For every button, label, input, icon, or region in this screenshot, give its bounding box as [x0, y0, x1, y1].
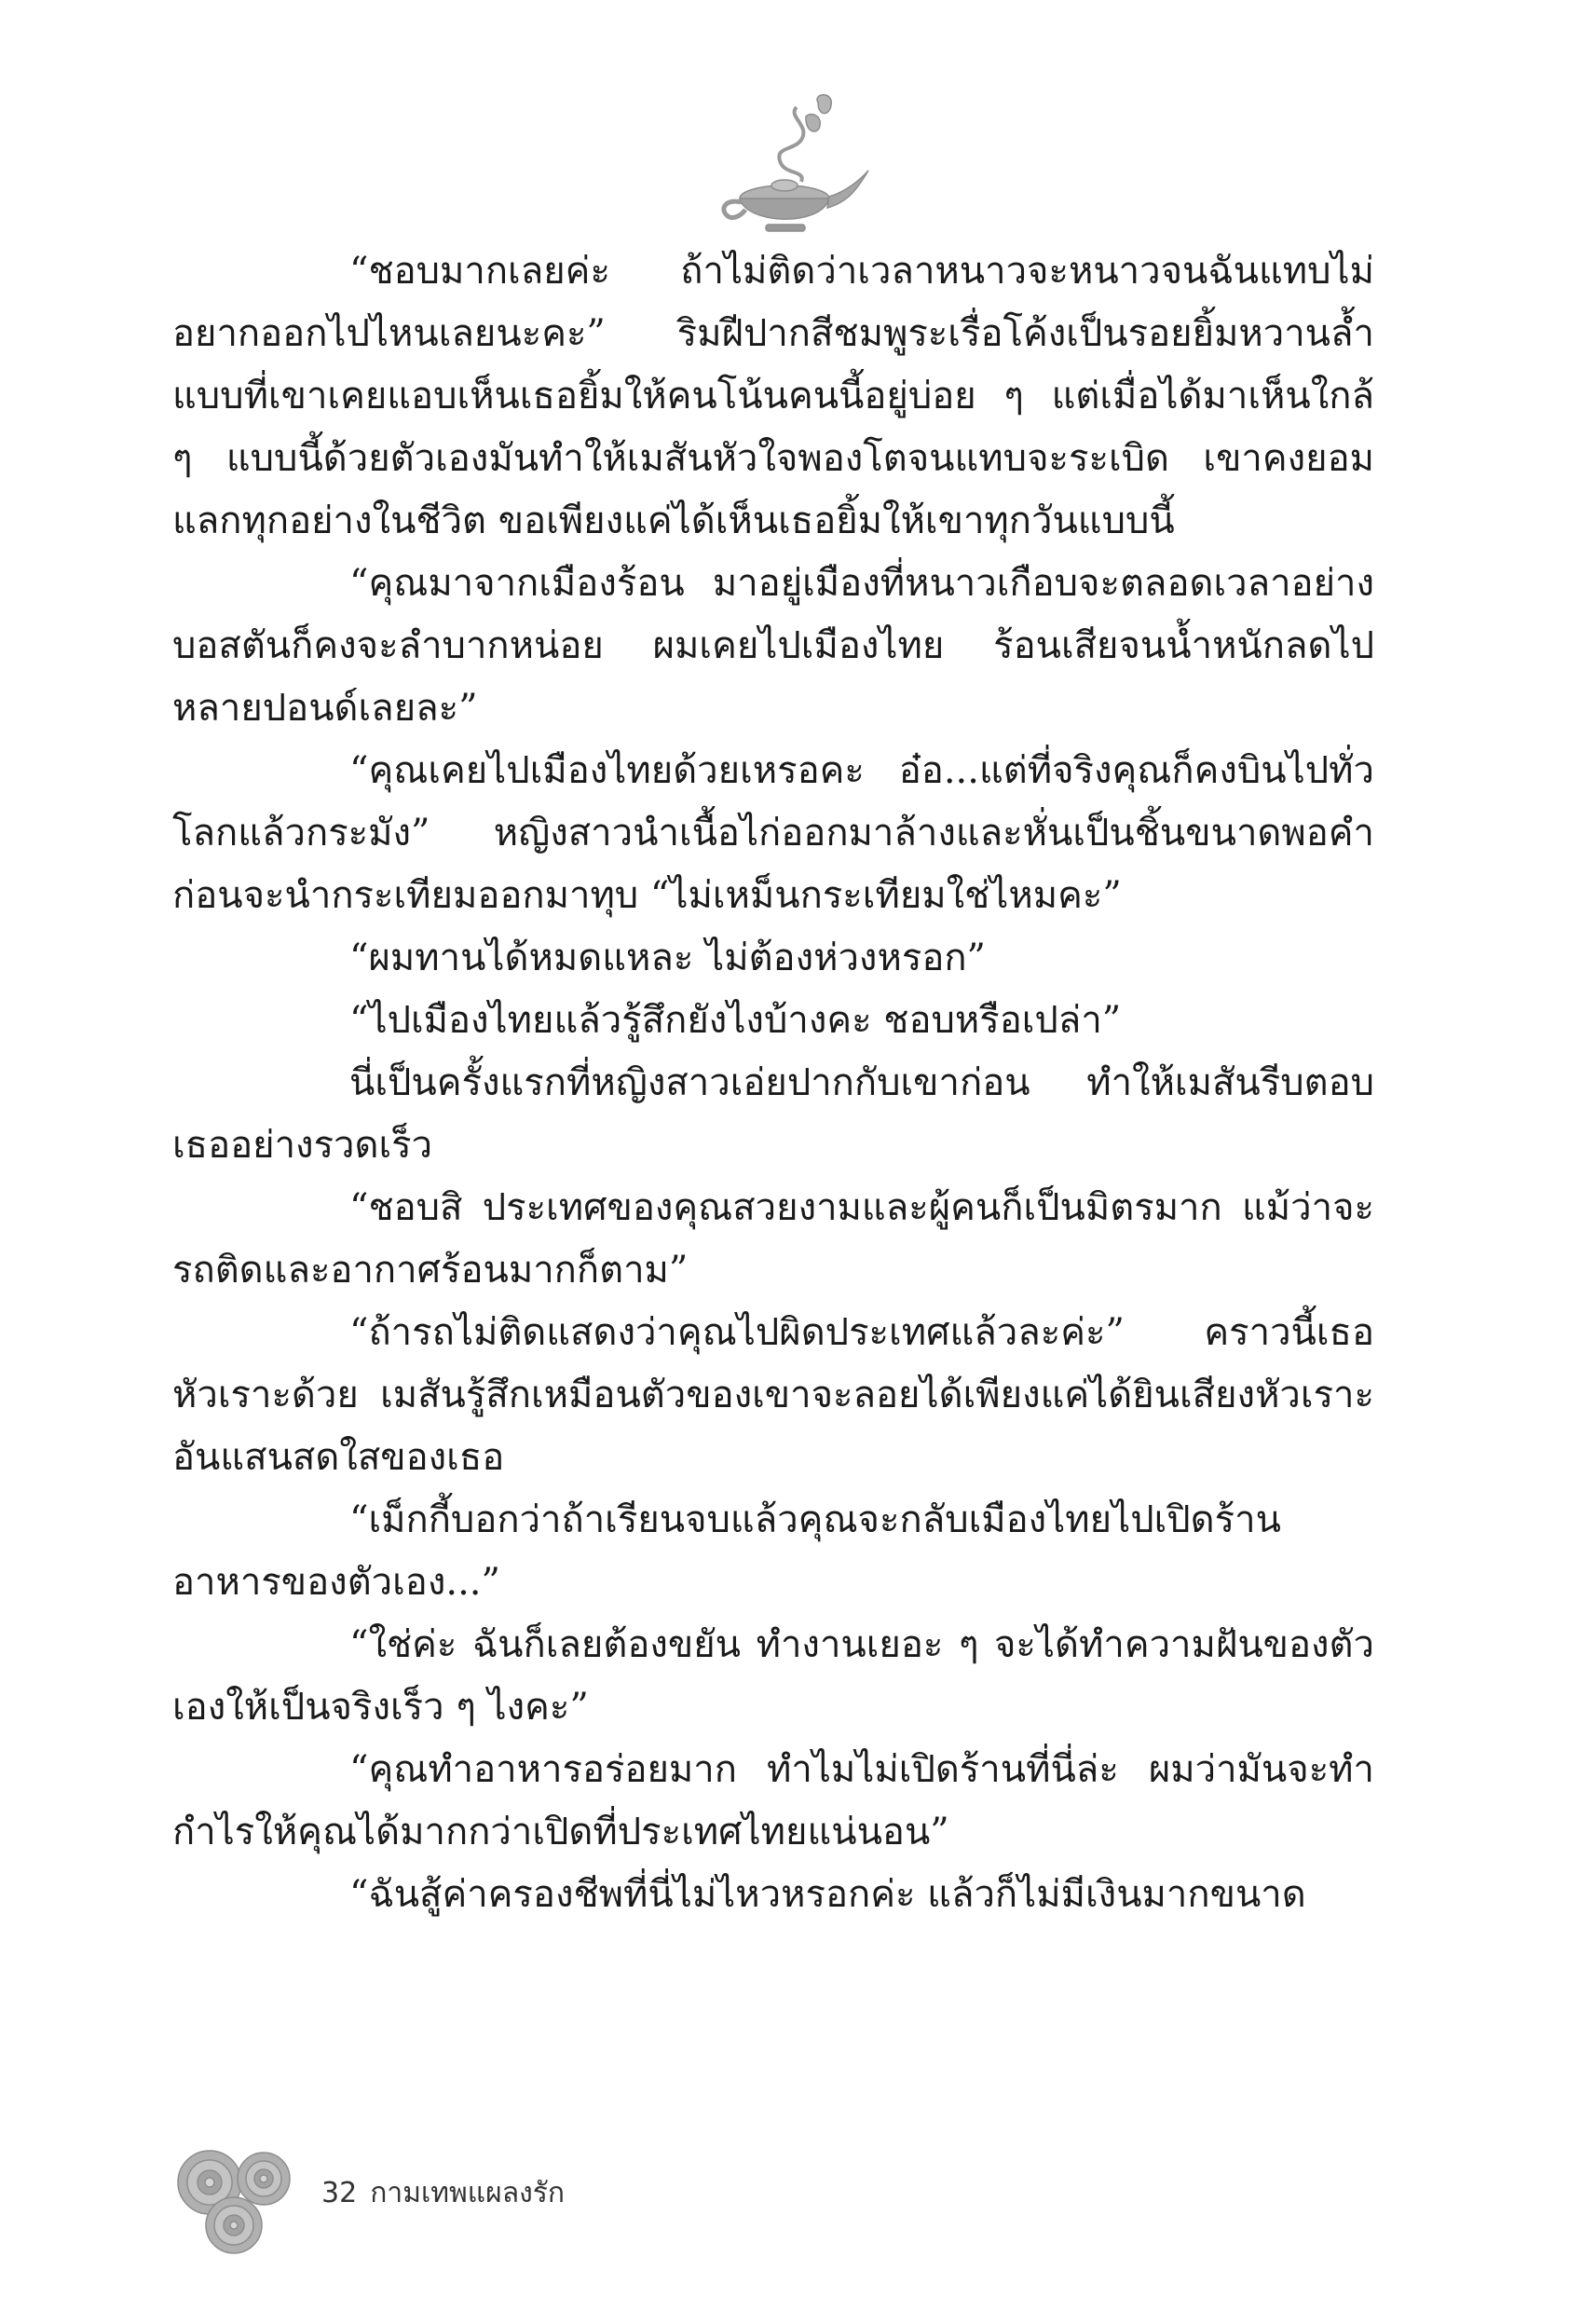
- paragraph: “ชอบมากเลยค่ะ ถ้าไม่ติดว่าเวลาหนาวจะหนาวจนฉันแทบไม่อยากออกไปไหนเลยนะคะ” ริมฝีปากสีชมพูระเรื่อโค้งเป็นรอยยิ้มหวานล้ำแบบที่เขาเคยแอบเห็นเธอยิ้มให้คนโน้นคนนี้อยู่บ่อย ๆ แต่เมื่อได้มาเห็นใกล้ ๆ แบบนี้ด้วยตัวเองมันทำให้เมสันหัวใจพองโตจนแทบจะระเบิด เขาคงยอมแลกทุกอย่างในชีวิต ขอเพียงแค่ได้เห็นเธอยิ้มให้เขาทุกวันแบบนี้: [172, 250, 1374, 542]
- paragraph: “เม็กกี้บอกว่าถ้าเรียนจบแล้วคุณจะกลับเมืองไทยไปเปิดร้านอาหารของตัวเอง...”: [172, 1498, 1281, 1604]
- magic-lamp-icon: [708, 89, 876, 238]
- story-text: [172, 240, 1374, 1926]
- paragraph: “ถ้ารถไม่ติดแสดงว่าคุณไปผิดประเทศแล้วละค่ะ” คราวนี้เธอหัวเราะด้วย เมสันรู้สึกเหมือนตัวของเขาจะลอยได้เพียงแค่ได้ยินเสียงหัวเราะอันแสนสดใสของเธอ: [172, 1311, 1374, 1479]
- paragraph: “ชอบสิ ประเทศของคุณสวยงามและผู้คนก็เป็นมิตรมาก แม้ว่าจะรถติดและอากาศร้อนมากก็ตาม”: [172, 1186, 1374, 1292]
- paragraph: นี่เป็นครั้งแรกที่หญิงสาวเอ่ยปากกับเขาก่อน ทำให้เมสันรีบตอบเธออย่างรวดเร็ว: [172, 1061, 1374, 1167]
- page-footer: [172, 2143, 731, 2255]
- page-number: 32: [321, 2177, 358, 2209]
- paragraph: “คุณทำอาหารอร่อยมาก ทำไมไม่เปิดร้านที่นี่ล่ะ ผมว่ามันจะทำกำไรให้คุณได้มากกว่าเปิดที่ประเทศไทยแน่นอน”: [172, 1748, 1374, 1853]
- paragraph: “คุณมาจากเมืองร้อน มาอยู่เมืองที่หนาวเกือบจะตลอดเวลาอย่างบอสตันก็คงจะลำบากหน่อย ผมเคยไปเมืองไทย ร้อนเสียจนน้ำหนักลดไปหลายปอนด์เลยละ”: [172, 562, 1374, 730]
- paragraph: “ฉันสู้ค่าครองชีพที่นี่ไม่ไหวหรอกค่ะ แล้วก็ไม่มีเงินมากขนาด: [349, 1873, 1306, 1916]
- paragraph: “ไปเมืองไทยแล้วรู้สึกยังไงบ้างคะ ชอบหรือเปล่า”: [349, 999, 1122, 1042]
- footer-label: [321, 2171, 578, 2215]
- paragraph: “ผมทานได้หมดแหละ ไม่ต้องห่วงหรอก”: [349, 937, 987, 979]
- paragraph: “ใช่ค่ะ ฉันก็เลยต้องขยัน ทำงานเยอะ ๆ จะได้ทำความฝันของตัวเองให้เป็นจริงเร็ว ๆ ไงคะ”: [172, 1623, 1374, 1729]
- rosette-flowers-icon: [172, 2143, 303, 2255]
- paragraph: “คุณเคยไปเมืองไทยด้วยเหรอคะ อ๋อ...แต่ที่จริงคุณก็คงบินไปทั่วโลกแล้วกระมัง” หญิงสาวนำเนื้อไก่ออกมาล้างและหั่นเป็นชิ้นขนาดพอคำ ก่อนจะนำกระเทียมออกมาทุบ “ไม่เหม็นกระเทียมใช่ไหมคะ”: [172, 749, 1374, 917]
- book-title: กามเทพแผลงรัก: [370, 2177, 566, 2209]
